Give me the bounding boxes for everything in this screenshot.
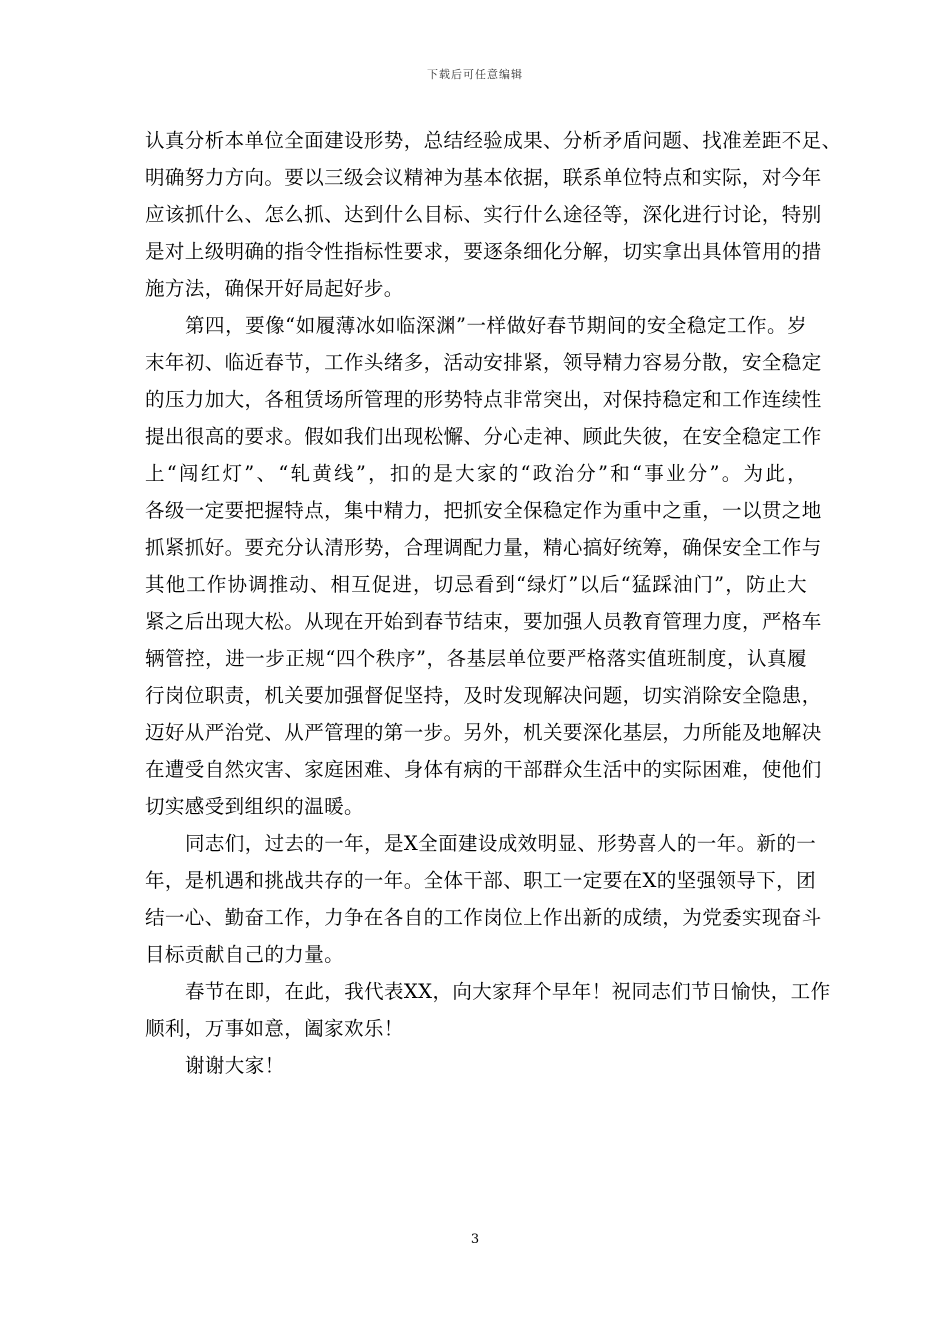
text-line: 施方法，确保开好局起好步。: [145, 277, 404, 300]
text-line: 抓紧抓好。要充分认清形势，合理调配力量，精心搞好统筹，确保安全工作与: [145, 536, 822, 559]
text-line: 春节在即，在此，我代表XX，向大家拜个早年！祝同志们节日愉快，工作: [185, 980, 831, 1003]
text-line: 末年初、临近春节，工作头绪多，活动安排紧，领导精力容易分散，安全稳定: [145, 351, 822, 374]
page-number: 3: [470, 1232, 480, 1247]
text-line: 第四，要像“如履薄冰如临深渊”一样做好春节期间的安全稳定工作。岁: [185, 314, 807, 337]
text-line: 提出很高的要求。假如我们出现松懈、分心走神、顾此失彼，在安全稳定工作: [145, 425, 822, 448]
text-line: 迈好从严治党、从严管理的第一步。另外，机关要深化基层，力所能及地解决: [145, 721, 822, 744]
text-line: 谢谢大家！: [185, 1054, 285, 1077]
text-line: 各级一定要把握特点，集中精力，把抓安全保稳定作为重中之重，一以贯之地: [145, 499, 822, 522]
text-line: 明确努力方向。要以三级会议精神为基本依据，联系单位特点和实际，对今年: [145, 166, 822, 189]
text-line: 认真分析本单位全面建设形势，总结经验成果、分析矛盾问题、找准差距不足、: [145, 129, 842, 152]
header-note: 下载后可任意编辑: [427, 68, 523, 81]
text-line: 顺利，万事如意，阖家欢乐！: [145, 1017, 404, 1040]
paragraph-greetings: [145, 973, 831, 1047]
text-line: 紧之后出现大松。从现在开始到春节结束，要加强人员教育管理力度，严格车: [145, 610, 822, 633]
paragraph-safety: [145, 307, 822, 825]
text-line: 是对上级明确的指令性指标性要求，要逐条细化分解，切实拿出具体管用的措: [145, 240, 822, 263]
text-line: 目标贡献自己的力量。: [145, 943, 345, 966]
text-line: 结一心、勤奋工作，力争在各自的工作岗位上作出新的成绩，为党委实现奋斗: [145, 906, 822, 929]
document-body: [145, 122, 842, 1084]
paragraph-continuation: [145, 122, 842, 307]
text-line: 年，是机遇和挑战共存的一年。全体干部、职工一定要在X的坚强领导下，团: [145, 869, 816, 892]
text-line: 上“闯红灯”、“轧黄线”，扣的是大家的“政治分”和“事业分”。为此，: [145, 462, 807, 485]
text-line: 切实感受到组织的温暖。: [145, 795, 364, 818]
text-line: 在遭受自然灾害、家庭困难、身体有病的干部群众生活中的实际困难，使他们: [145, 758, 822, 781]
text-line: 其他工作协调推动、相互促进，切忌看到“绿灯”以后“猛踩油门”，防止大: [145, 573, 807, 596]
paragraph-thanks: [145, 1047, 807, 1084]
text-line: 同志们，过去的一年，是X全面建设成效明显、形势喜人的一年。新的一: [185, 832, 817, 855]
text-line: 的压力加大，各租赁场所管理的形势特点非常突出，对保持稳定和工作连续性: [145, 388, 822, 411]
paragraph-comrades: [145, 825, 822, 973]
text-line: 辆管控，进一步正规“四个秩序”，各基层单位要严格落实值班制度，认真履: [145, 647, 807, 670]
text-line: 应该抓什么、怎么抓、达到什么目标、实行什么途径等，深化进行讨论，特别: [145, 203, 822, 226]
text-line: 行岗位职责，机关要加强督促坚持，及时发现解决问题，切实消除安全隐患，: [145, 684, 822, 707]
